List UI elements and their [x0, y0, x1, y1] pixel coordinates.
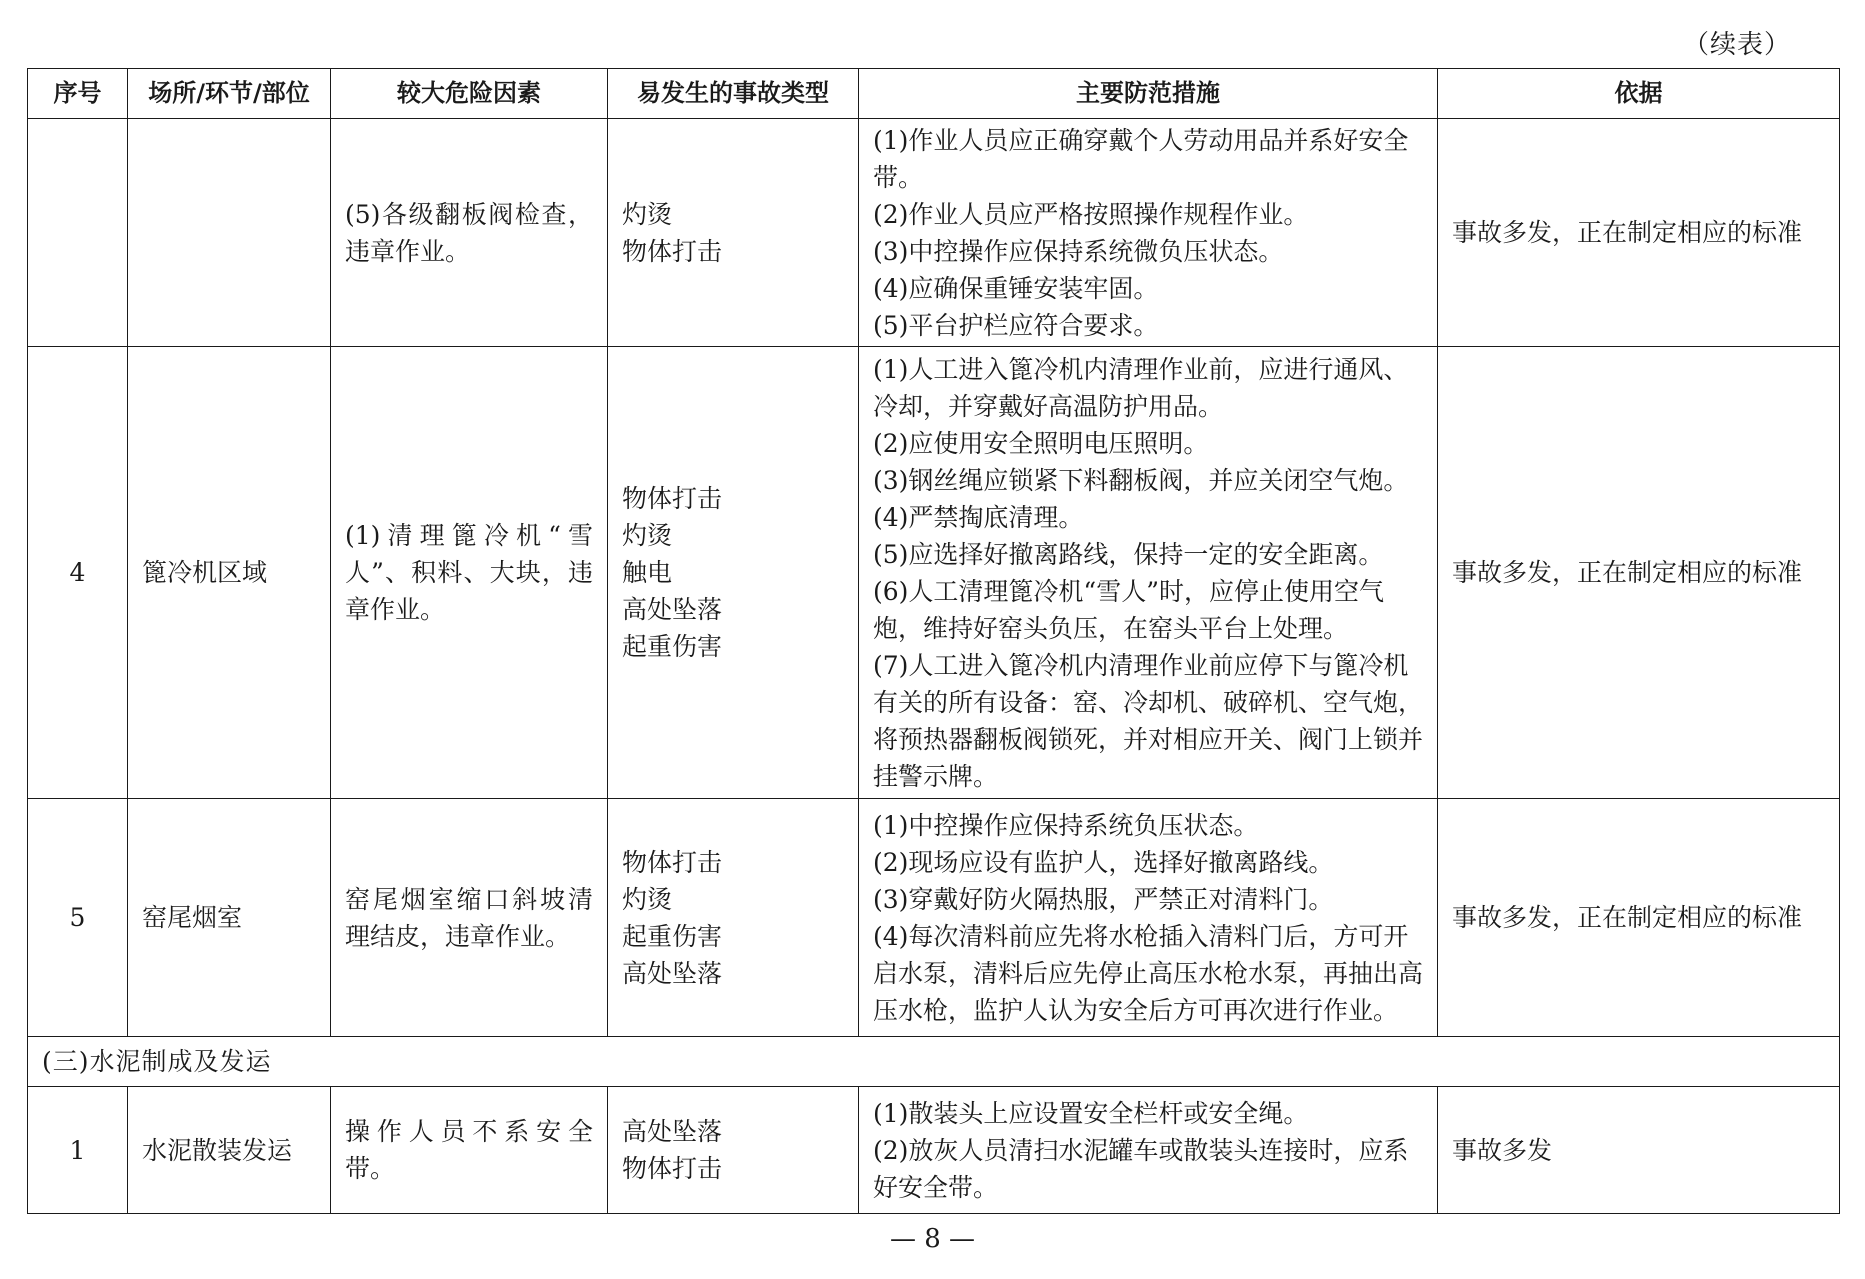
header-no: 序号 [28, 69, 128, 119]
row-basis: 事故多发，正在制定相应的标准 [1438, 799, 1840, 1037]
row-hazard: (1)清理篦冷机“雪人”、积料、大块，违章作业。 [331, 347, 608, 799]
measure-item: (4)应确保重锤安装牢固。 [873, 273, 1159, 303]
measure-item: (3)中控操作应保持系统微负压状态。 [873, 236, 1284, 266]
row-measures [859, 799, 1438, 1037]
row-measures [859, 119, 1438, 347]
measure-item: (4)每次清料前应先将水枪插入清料门后，方可开启水泵，清料后应先停止高压水枪水泵，再抽出高压水枪，监护人认为安全后方可再次进行作业。 [873, 921, 1424, 1025]
measure-item: (3)钢丝绳应锁紧下料翻板阀，并应关闭空气炮。 [873, 465, 1409, 495]
measure-item: (1)中控操作应保持系统负压状态。 [873, 810, 1259, 840]
accident-type: 物体打击 [622, 847, 723, 877]
measure-item: (2)作业人员应严格按照操作规程作业。 [873, 199, 1309, 229]
measure-item: (2)现场应设有监护人，选择好撤离路线。 [873, 847, 1334, 877]
measure-item: (1)人工进入篦冷机内清理作业前，应进行通风、冷却，并穿戴好高温防护用品。 [873, 354, 1409, 421]
row-no: 4 [28, 347, 128, 799]
measure-item: (2)放灰人员清扫水泥罐车或散装头连接时，应系好安全带。 [873, 1135, 1409, 1202]
measure-item: (6)人工清理篦冷机“雪人”时，应停止使用空气炮，维持好窑头负压，在窑头平台上处理。 [873, 576, 1384, 643]
row-accidents [608, 119, 859, 347]
accident-type: 灼烫 [622, 884, 673, 914]
measure-item: (5)应选择好撤离路线，保持一定的安全距离。 [873, 539, 1384, 569]
row-basis: 事故多发，正在制定相应的标准 [1438, 119, 1840, 347]
header-accident: 易发生的事故类型 [608, 69, 859, 119]
row-place: 窑尾烟室 [128, 799, 331, 1037]
accident-type: 灼烫 [622, 199, 673, 229]
measure-item: (3)穿戴好防火隔热服，严禁正对清料门。 [873, 884, 1334, 914]
accident-type: 高处坠落 [622, 595, 723, 624]
accident-type: 触电 [622, 558, 673, 587]
row-place: 水泥散装发运 [128, 1087, 331, 1214]
row-basis: 事故多发，正在制定相应的标准 [1438, 347, 1840, 799]
accident-type: 物体打击 [622, 236, 723, 266]
header-basis: 依据 [1438, 69, 1840, 119]
row-basis: 事故多发 [1438, 1087, 1840, 1214]
accident-type: 灼烫 [622, 521, 673, 550]
row-accidents [608, 347, 859, 799]
row-no: 5 [28, 799, 128, 1037]
table-row [28, 119, 1840, 347]
continued-label: （续表） [1682, 30, 1791, 60]
measure-item: (4)严禁掏底清理。 [873, 502, 1084, 532]
row-no: 1 [28, 1087, 128, 1214]
table-row [28, 799, 1840, 1037]
accident-type: 起重伤害 [622, 632, 723, 661]
row-no [28, 119, 128, 347]
row-hazard: 操作人员不系安全带。 [331, 1087, 608, 1214]
measure-item: (7)人工进入篦冷机内清理作业前应停下与篦冷机有关的所有设备：窑、冷却机、破碎机、空气炮，将预热器翻板阀锁死，并对相应开关、阀门上锁并挂警示牌。 [873, 650, 1424, 791]
header-place: 场所/环节/部位 [128, 69, 331, 119]
accident-type: 起重伤害 [622, 921, 723, 951]
row-place [128, 119, 331, 347]
accident-type: 物体打击 [622, 1154, 723, 1183]
header-hazard: 较大危险因素 [331, 69, 608, 119]
table-row [28, 347, 1840, 799]
hazard-table [27, 68, 1840, 1214]
measure-item: (1)作业人员应正确穿戴个人劳动用品并系好安全带。 [873, 125, 1409, 192]
row-measures [859, 1087, 1438, 1214]
row-hazard: (5)各级翻板阀检查，违章作业。 [331, 119, 608, 347]
section-row [28, 1037, 1840, 1087]
header-row [28, 69, 1840, 119]
header-measures: 主要防范措施 [859, 69, 1438, 119]
measure-item: (2)应使用安全照明电压照明。 [873, 428, 1209, 458]
accident-type: 高处坠落 [622, 958, 723, 988]
accident-type: 物体打击 [622, 484, 723, 513]
page-number: — 8 — [889, 1224, 976, 1254]
accident-type: 高处坠落 [622, 1117, 723, 1146]
row-hazard: 窑尾烟室缩口斜坡清理结皮，违章作业。 [331, 799, 608, 1037]
section-title: (三)水泥制成及发运 [28, 1037, 1840, 1087]
row-place: 篦冷机区域 [128, 347, 331, 799]
row-measures [859, 347, 1438, 799]
measure-item: (1)散装头上应设置安全栏杆或安全绳。 [873, 1098, 1309, 1128]
row-accidents [608, 799, 859, 1037]
table-row [28, 1087, 1840, 1214]
measure-item: (5)平台护栏应符合要求。 [873, 310, 1159, 340]
row-accidents [608, 1087, 859, 1214]
